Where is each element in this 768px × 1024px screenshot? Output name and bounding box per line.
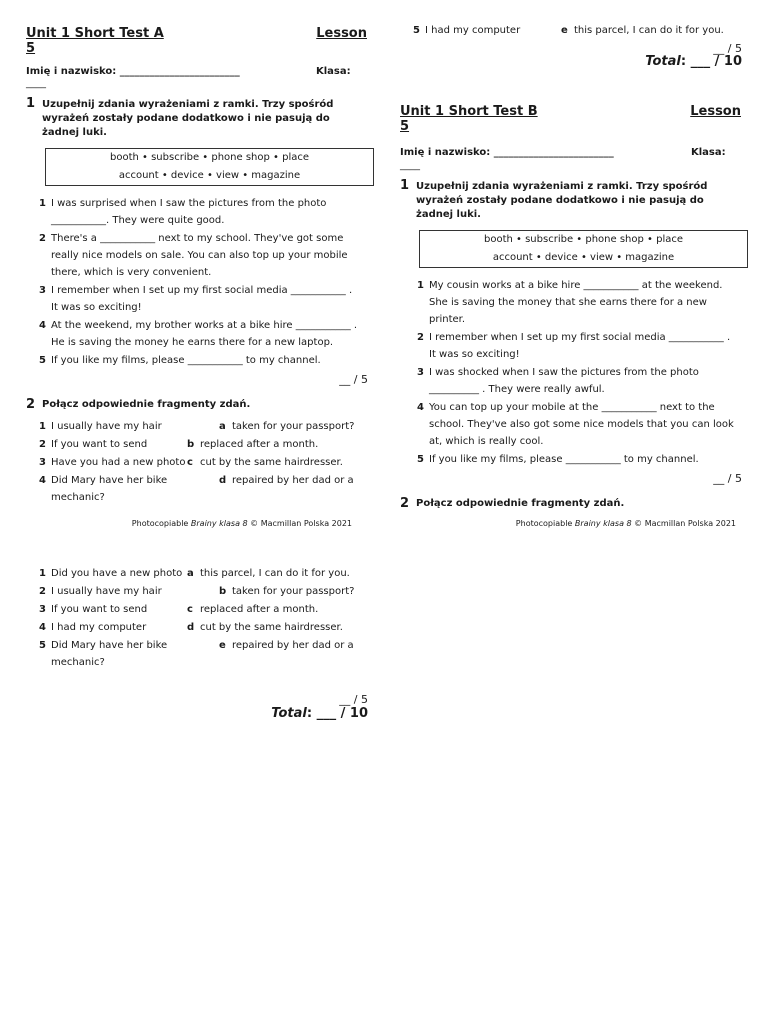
match-row [39,436,369,453]
question-text-line: I was surprised when I saw the pictures from the photo [51,198,327,209]
footer-book: Brainy klasa 8 [190,519,248,528]
test-b-title: Unit 1 Short Test B [400,104,538,119]
match-letter: c [187,604,193,615]
question-number: 3 [39,285,46,296]
test-a-task2-score: __ / 5 [339,693,368,706]
match-right-text: repaired by her dad or a [232,640,354,651]
test-a-lesson-number: 5 [26,41,36,56]
match-number: 2 [39,586,46,597]
footer-book: Brainy klasa 8 [574,519,632,528]
match-number: 3 [39,604,46,615]
match-row [39,454,369,471]
question-text-line: If you like my films, please ___________ to my channel. [429,454,699,465]
question-text-line: If you like my films, please ___________ to my channel. [51,355,321,366]
test-a-name-field: Imię i nazwisko: ________________________ [26,66,240,77]
match-number: 2 [39,439,46,450]
match-letter: a [219,421,226,432]
match-letter: b [187,439,195,450]
footer-suffix: © Macmillan Polska 2021 [631,519,736,528]
question-item [39,352,369,369]
match-number: 1 [39,421,46,432]
match-row [39,472,369,506]
match-left-text: If you want to send [51,604,148,615]
match-left-text: I usually have my hair [51,421,162,432]
question-item [39,317,369,351]
test-a-class-label: Klasa: [316,66,351,77]
match-letter: e [219,640,226,651]
question-number: 1 [417,280,424,291]
test-b-top-total [592,54,742,69]
match-letter: d [219,475,227,486]
match-right-text: taken for your passport? [232,586,355,597]
test-a-footer [100,519,352,528]
match-right-text: taken for your passport? [232,421,355,432]
test-b-class-label: Klasa: [691,147,726,158]
question-text-line: at, which is really cool. [429,436,544,447]
question-item [417,399,747,450]
match-right-text: repaired by her dad or a [232,475,354,486]
test-a-task2-instruction: Połącz odpowiednie fragmenty zdań. [42,399,251,410]
question-text-line: There's a ___________ next to my school. They've got some [51,233,344,244]
question-item [417,451,747,468]
question-text-line: You can top up your mobile at the ___________ next to the [429,402,715,413]
match-right-text: this parcel, I can do it for you. [574,25,724,36]
test-b-lesson-number: 5 [400,119,410,134]
match-number: 5 [39,640,46,651]
word-box-line: booth • subscribe • phone shop • place [110,152,309,163]
match-left-text: Did Mary have her bike [51,475,168,486]
question-item [417,277,747,328]
question-number: 4 [39,320,46,331]
match-left-text: If you want to send [51,439,148,450]
word-box-line: booth • subscribe • phone shop • place [484,234,683,245]
question-text-line: I remember when I set up my first social media ___________ . [51,285,353,296]
match-row [39,565,369,582]
match-number: 5 [413,25,420,36]
question-text-line: I was shocked when I saw the pictures from the photo [429,367,699,378]
test-b-task1-score: __ / 5 [713,472,742,485]
question-number: 2 [417,332,424,343]
footer-prefix: Photocopiable [515,519,575,528]
question-text-line: there, which is very convenient. [51,267,212,278]
question-text-line: really nice models on sale. You can also top up your mobile [51,250,348,261]
question-text-line: My cousin works at a bike hire ___________ at the weekend. [429,280,723,291]
test-a-task2-number: 2 [26,397,36,412]
match-left-text: I had my computer [51,622,147,633]
question-text-line: It was so exciting! [51,302,142,313]
question-item [39,282,369,316]
test-a-task1-instruction: Uzupełnij zdania wyrażeniami z ramki. Trzy spośród wyrażeń zostały podane dodatkowo i nie pasują do żadnej luki. [42,99,334,138]
match-left-text: mechanic? [51,657,105,668]
test-b-lesson: Lesson [690,104,741,119]
match-right-text: replaced after a month. [200,439,319,450]
match-right-text: replaced after a month. [200,604,319,615]
test-b-top-match-row [413,22,743,39]
test-b-task2-number: 2 [400,496,410,511]
word-box-line: account • device • view • magazine [118,170,301,181]
question-number: 3 [417,367,424,378]
test-a-word-box [45,148,374,186]
match-left-text: Did Mary have her bike [51,640,168,651]
footer-suffix: © Macmillan Polska 2021 [247,519,352,528]
question-number: 2 [39,233,46,244]
test-b-word-box [419,230,748,268]
word-box-line: account • device • view • magazine [492,252,675,263]
test-a-title: Unit 1 Short Test A [26,26,164,41]
match-letter: c [187,457,193,468]
match-number: 3 [39,457,46,468]
question-text-line: She is saving the money that she earns there for a new [429,297,707,308]
question-number: 1 [39,198,46,209]
question-number: 4 [417,402,424,413]
question-item [39,230,369,281]
match-row [39,583,369,600]
test-b-class-line: ____ [400,160,420,171]
match-left-text: I had my computer [425,25,521,36]
question-text-line: ___________. They were quite good. [51,215,225,226]
test-b-name-field: Imię i nazwisko: ________________________ [400,147,614,158]
total-value: : ___ / 10 [680,54,742,69]
total-value: : ___ / 10 [306,706,368,721]
question-text-line: I remember when I set up my first social media ___________ . [429,332,731,343]
match-row [39,418,369,435]
test-a-class-line: ____ [26,78,46,89]
question-text-line: He is saving the money he earns there for a new laptop. [51,337,334,348]
match-right-text: this parcel, I can do it for you. [200,568,350,579]
test-b-task1-number: 1 [400,178,410,193]
question-text-line: It was so exciting! [429,349,520,360]
question-item [417,329,747,363]
test-b-task1-instruction: Uzupełnij zdania wyrażeniami z ramki. Trzy spośród wyrażeń zostały podane dodatkowo i nie pasują do żadnej luki. [416,181,708,220]
question-text-line: __________ . They were really awful. [429,384,605,395]
match-left-text: mechanic? [51,492,105,503]
question-item [39,195,369,229]
match-number: 4 [39,622,46,633]
question-item [417,364,747,398]
test-b-task2-instruction: Połącz odpowiednie fragmenty zdań. [416,498,625,509]
match-row [39,601,369,618]
question-text-line: At the weekend, my brother works at a bike hire ___________ . [51,320,358,331]
test-b-top-score: __ / 5 [713,42,742,55]
match-row [39,619,369,636]
total-label: Total [271,706,307,721]
match-number: 1 [39,568,46,579]
question-text-line: printer. [429,314,466,325]
match-letter: e [561,25,568,36]
match-letter: b [219,586,227,597]
footer-prefix: Photocopiable [131,519,191,528]
question-number: 5 [39,355,46,366]
match-row [39,637,369,671]
question-number: 5 [417,454,424,465]
match-left-text: Have you had a new photo [51,457,186,468]
match-right-text: cut by the same hairdresser. [200,622,343,633]
total-label: Total [645,54,681,69]
match-letter: d [187,622,195,633]
test-a-total [220,706,368,721]
test-b-footer [480,519,736,528]
test-a-lesson: Lesson [316,26,367,41]
match-left-text: I usually have my hair [51,586,162,597]
question-text-line: school. They've also got some nice models that you can look [429,419,734,430]
match-number: 4 [39,475,46,486]
match-right-text: cut by the same hairdresser. [200,457,343,468]
test-a-task1-score: __ / 5 [339,373,368,386]
match-left-text: Did you have a new photo [51,568,183,579]
match-letter: a [187,568,194,579]
test-a-task1-number: 1 [26,96,36,111]
